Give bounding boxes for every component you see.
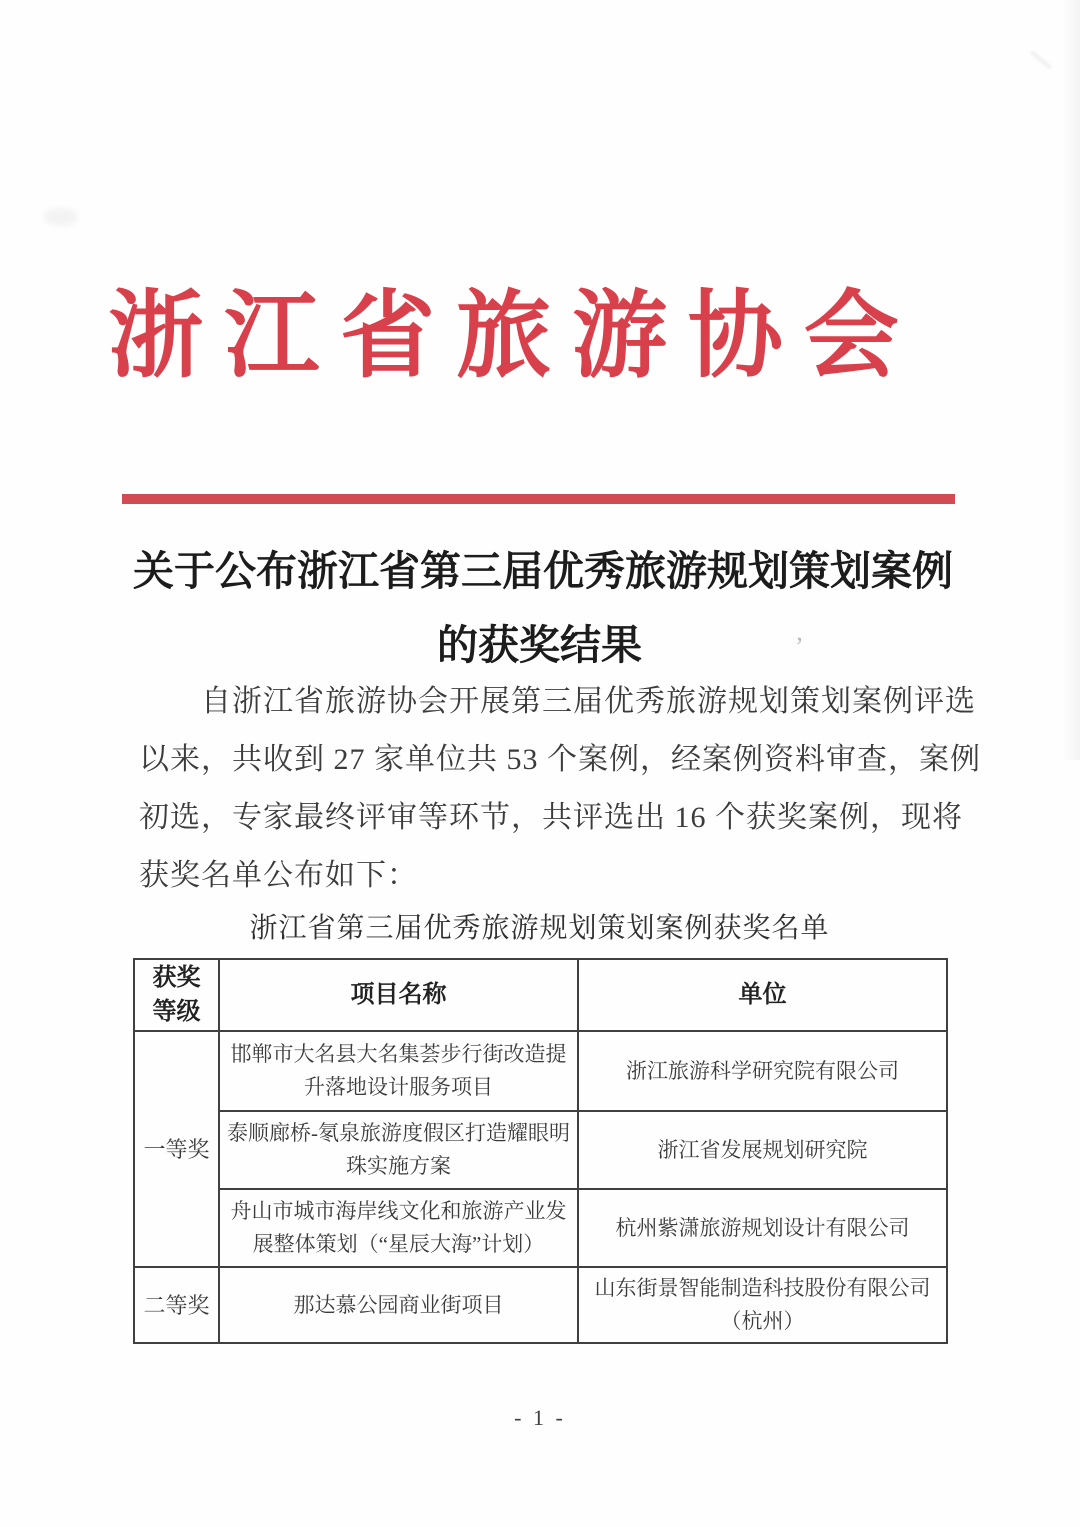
document-title-line: 关于公布浙江省第三届优秀旅游规划策划案例 bbox=[133, 548, 953, 594]
scan-artifact: ’ bbox=[795, 632, 804, 661]
column-header-unit: 单位 bbox=[578, 959, 947, 1031]
project-name-cell: 那达慕公园商业街项目 bbox=[219, 1267, 578, 1343]
letterhead-divider-rule bbox=[122, 494, 955, 504]
column-header-award-level: 获奖等级 bbox=[134, 959, 219, 1031]
award-table-caption: 浙江省第三届优秀旅游规划策划案例获奖名单 bbox=[249, 913, 830, 944]
document-title bbox=[133, 534, 953, 682]
page-number: - 1 - bbox=[514, 1405, 566, 1430]
award-level-cell: 二等奖 bbox=[134, 1267, 219, 1343]
paragraph-line: 初选，专家最终评审等环节，共评选出 16 个获奖案例，现将 bbox=[139, 801, 963, 834]
paragraph-line: 以来，共收到 27 家单位共 53 个案例，经案例资料审查，案例 bbox=[139, 743, 981, 776]
project-name-cell: 舟山市城市海岸线文化和旅游产业发展整体策划（“星辰大海”计划） bbox=[219, 1189, 578, 1267]
scan-edge-shadow bbox=[1062, 0, 1080, 760]
column-header-project-name: 项目名称 bbox=[219, 959, 578, 1031]
unit-cell: 浙江省发展规划研究院 bbox=[578, 1111, 947, 1189]
letterhead-org-name: 浙江省旅游协会 bbox=[108, 283, 920, 389]
scan-artifact bbox=[1030, 50, 1052, 70]
unit-cell: 杭州紫潇旅游规划设计有限公司 bbox=[578, 1189, 947, 1267]
table-row bbox=[134, 1267, 947, 1343]
unit-cell: 浙江旅游科学研究院有限公司 bbox=[578, 1031, 947, 1111]
paragraph-line: 获奖名单公布如下： bbox=[139, 859, 418, 892]
table-row bbox=[134, 1111, 947, 1189]
unit-cell: 山东街景智能制造科技股份有限公司（杭州） bbox=[578, 1267, 947, 1343]
project-name-cell: 泰顺廊桥-氡泉旅游度假区打造耀眼明珠实施方案 bbox=[219, 1111, 578, 1189]
scan-artifact bbox=[44, 208, 78, 226]
document-title-line: 的获奖结果 bbox=[437, 622, 642, 668]
paragraph-line: 自浙江省旅游协会开展第三届优秀旅游规划策划案例评选 bbox=[201, 685, 976, 718]
award-table bbox=[133, 958, 948, 1344]
award-level-cell: 一等奖 bbox=[134, 1031, 219, 1267]
table-row bbox=[134, 1189, 947, 1267]
project-name-cell: 邯郸市大名县大名集荟步行街改造提升落地设计服务项目 bbox=[219, 1031, 578, 1111]
body-paragraph bbox=[139, 673, 981, 905]
table-row bbox=[134, 1031, 947, 1111]
table-header-row bbox=[134, 959, 947, 1031]
